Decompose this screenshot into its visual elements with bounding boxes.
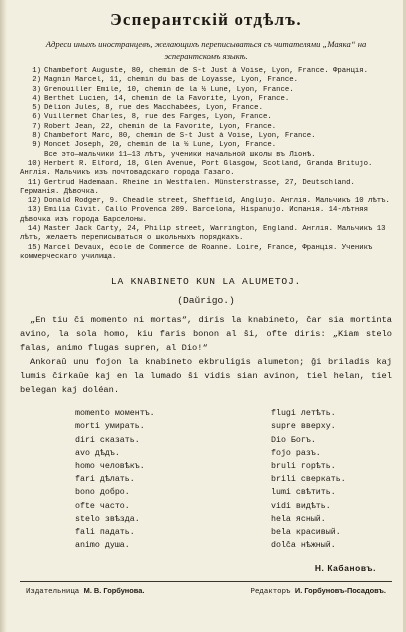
- vocabulary-item: bono добро.: [75, 488, 130, 498]
- story-continuation-note: (Daŭrigo.): [177, 295, 235, 307]
- address-entry: 9) Moncet Joseph, 20, chemin de la ½ Lune, Lyon, France.: [32, 141, 277, 150]
- vocabulary-item: homo человѣкъ.: [75, 462, 145, 472]
- section-subtitle: Адреси иныхъ иностранцевъ, желающихъ переписываться съ читателями „Маяка“ на эсперантскомъ языкѣ.: [45, 39, 367, 61]
- address-entry: 1) Chambefort Auguste, 80, chemin de S-t Just à Voise, Lyon, France. Франція.: [32, 67, 369, 75]
- vocabulary-item: bela красивый.: [271, 528, 341, 538]
- vocabulary-item: fali падать.: [75, 528, 135, 538]
- vocabulary-item: stelo звѣзда.: [75, 514, 140, 524]
- story-paragraph: „En tiu ĉi momento ni mortas“, diris la knabineto, ĉar sia mortinta avino, la sola homo, kiu faris bonon al ŝi, ofte diris: „Kiam stelo falas, animo flugas supren, al Dio!“: [20, 315, 392, 354]
- address-entry: 6) Vuillermet Charles, 8, rue des Farges, Lyon, France.: [32, 113, 272, 122]
- address-entry: 15) Marcel Devaux, école de Commerce de Roanne. Loire, France, Франція. Ученикъ коммерческаго училища.: [20, 243, 373, 261]
- address-entry: 12) Donald Rodger, 9. Cheadle street, Sheffield, Anglujo. Англія. Мальчикъ 10 лѣтъ.: [27, 197, 390, 206]
- publisher-name: М. В. Горбунова.: [83, 586, 145, 596]
- address-list: [20, 67, 392, 262]
- vocabulary-item: brili сверкать.: [271, 475, 346, 485]
- editor-credit: [251, 586, 386, 596]
- vocabulary-item: fari дѣлать.: [75, 475, 135, 485]
- vocabulary-item: Dio Богъ.: [271, 435, 316, 445]
- story-paragraph: Ankoraŭ unu fojon la knabineto ekbruligis alumeton; ĝi briladis kaj lumis ĉirkaŭe kaj en la lumado ŝi vidis sian avinon, tiel helan, tiel belegan kaj doléan.: [20, 357, 392, 396]
- address-entry: 13) Emilia Civit. Callo Provenca 209. Barcelona, Hispanujo. Испанія. 14-лѣтняя дѣвочка изъ города Барселоны.: [20, 206, 369, 224]
- page-binding-shadow: [0, 0, 7, 632]
- vocabulary-item: vidi видѣть.: [271, 501, 331, 511]
- vocabulary-item: momento моментъ.: [75, 409, 155, 419]
- vocabulary-item: flugi летѣть.: [271, 409, 336, 419]
- vocabulary-item: diri сказать.: [75, 435, 140, 445]
- vocabulary-item: ofte часто.: [75, 501, 130, 511]
- address-entry: 10) Herbert R. Elford, 18, Glen Avenue, Port Glasgow, Scotland, Granda Britujo. Англія. Мальчикъ изъ почтовадскаго города Газаго.: [20, 159, 373, 178]
- vocabulary-item: morti умирать.: [75, 422, 145, 432]
- address-entry: 3) Grenouiller Emile, 10, chemin de la ½ Lune, Lyon, France.: [32, 85, 294, 94]
- story-title: LA KNABINETO KUN LA ALUMETOJ.: [110, 276, 302, 288]
- editor-label: Редакторъ: [250, 588, 291, 597]
- vocabulary-item: fojo разъ.: [271, 448, 321, 458]
- vocabulary-item: dolĉa нѣжный.: [271, 541, 336, 551]
- footer-divider: [20, 581, 392, 582]
- address-entry: 11) Gertrud Hademaan. Rheine in Westfalen. Münsterstrasse, 27, Deutschland. Германія. Дѣвочка.: [20, 178, 355, 196]
- vocabulary-column-left: [75, 407, 155, 552]
- address-entry: 8) Chambefort Marc, 80, chemin de S-t Just à Voise, Lyon, France.: [32, 132, 316, 141]
- address-entry: 7) Robert Jean, 22, chemin de la Favorite, Lyon, France.: [32, 122, 277, 131]
- page-footer: [20, 586, 392, 596]
- section-title: Эсперантскій отдѣлъ.: [110, 10, 302, 29]
- publisher-credit: [26, 586, 144, 596]
- publisher-label: Издательница: [26, 588, 80, 597]
- vocabulary-item: hela ясный.: [271, 514, 326, 524]
- vocabulary-item: bruli горѣть.: [271, 462, 336, 472]
- vocabulary-column-right: [271, 407, 346, 552]
- vocabulary-item: supre вверху.: [271, 422, 336, 432]
- vocabulary-list: [20, 407, 392, 559]
- address-entry: 4) Berthet Lucien, 14, chemin de la Favorite, Lyon, France.: [32, 94, 290, 103]
- vocabulary-item: animo душа.: [75, 541, 130, 551]
- address-entry: 14) Master Jack Carty, 24, Philip street, Warrington, England. Англія. Мальчикъ 13 лѣтъ, желаетъ переписываться о школьныхъ порядкахъ.: [20, 225, 386, 243]
- address-entry: 5) Délion Jules, 8, rue des Macchabées, Lyon, France.: [32, 104, 263, 113]
- author-signature: Н. Кабановъ.: [314, 563, 376, 574]
- address-entry: 2) Magnin Marcel, 11, chemin du bas de Loyasse, Lyon, France.: [32, 76, 298, 85]
- address-note: Все это—мальчики 11—13 лѣтъ, ученики начальной школы въ Ліонѣ.: [44, 150, 316, 159]
- editor-name: И. Горбуновъ-Посадовъ.: [294, 586, 386, 596]
- vocabulary-item: lumi свѣтить.: [271, 488, 336, 498]
- vocabulary-item: avo дѣдъ.: [75, 448, 120, 458]
